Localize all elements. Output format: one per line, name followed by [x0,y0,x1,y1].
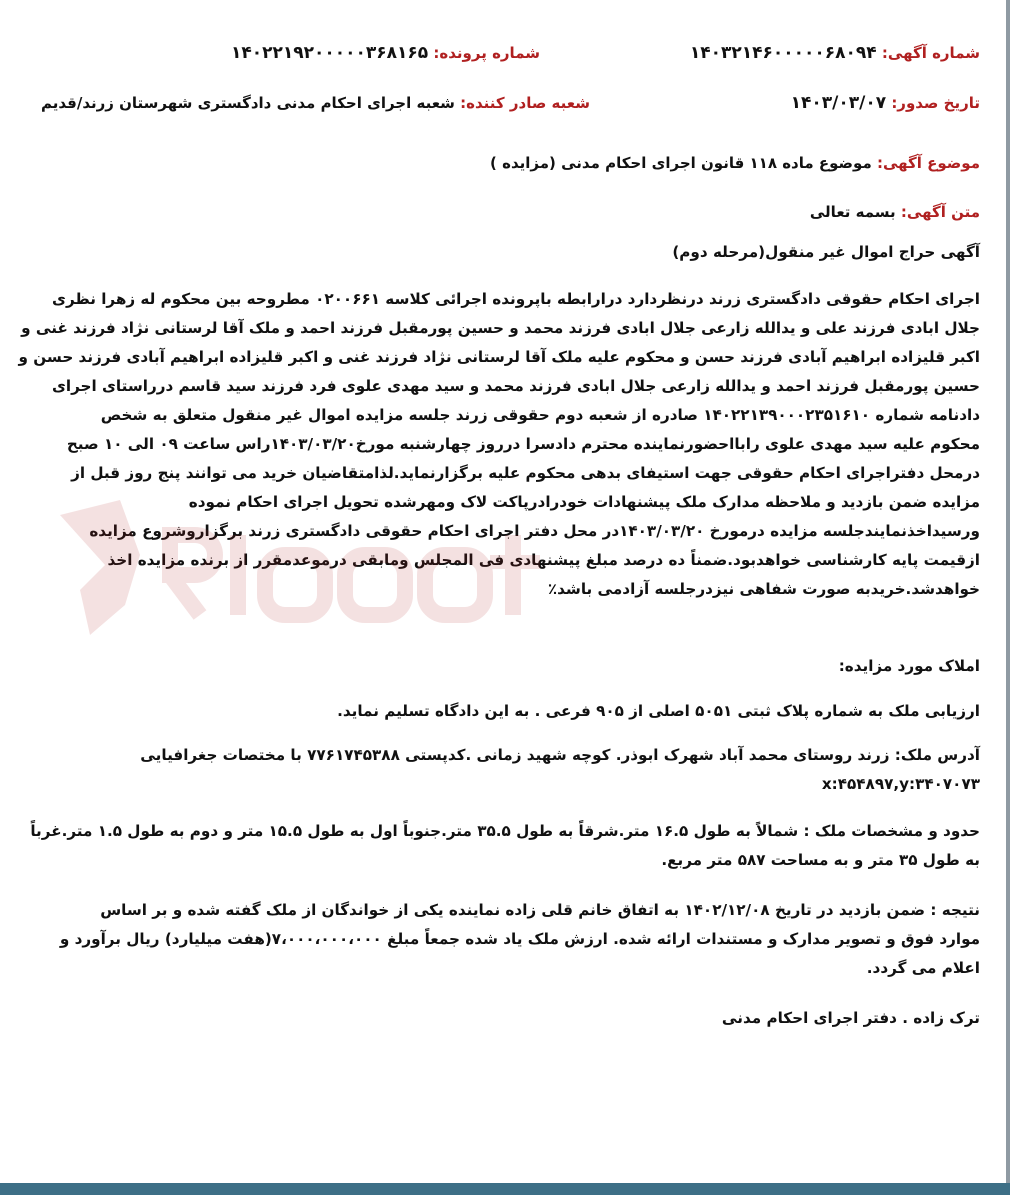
main-line: درمحل دفتراجرای احکام حقوقی جهت استیفای بدهی محکوم علیه برگزارنماید.لذامتقاضیان خرید می توانند پنج روز قبل از [71,464,980,482]
main-line: دادنامه شماره ۱۴۰۲۲۱۳۹۰۰۰۲۳۵۱۶۱۰ صادره از شعبه دوم حقوقی زرند جلسه مزایده اموال غیر منقول متعلق به شخص [100,406,980,424]
body-label: متن آگهی: [900,203,980,221]
case-number: ۱۴۰۲۲۱۹۲۰۰۰۰۰۳۶۸۱۶۵ [231,43,429,63]
issue-date: ۱۴۰۳/۰۳/۰۷ [790,93,887,113]
main-paragraph [10,285,980,604]
bounds-line: حدود و مشخصات ملک : شمالاً به طول ۱۶.۵ متر.شرقاً به طول ۳۵.۵ متر.جنوباً اول به طول ۱۵.۵ متر و دوم به طول ۱.۵ متر.غرباً [30,822,980,840]
issuer: شعبه اجرای احکام مدنی دادگستری شهرستان زرند/قدیم [40,94,455,112]
address-line: آدرس ملک: زرند روستای محمد آباد شهرک ابوذر. کوچه شهید زمانی .کدپستی ۷۷۶۱۷۴۵۳۸۸ با مختصات جغرافیایی [140,746,980,764]
main-line: خواهدشد.خریدبه صورت شفاهی نیزدرجلسه آزادمی باشد٪ [547,580,980,598]
issuer-label: شعبه صادر کننده: [460,94,590,112]
result-line: نتیجه : ضمن بازدید در تاریخ ۱۴۰۲/۱۲/۰۸ به اتفاق خانم قلی زاده نماینده یکی از خواندگان از ملک گفته شده و بر اساس [100,901,980,919]
main-line: ورسیداخذنمایندجلسه مزایده درمورخ ۱۴۰۳/۰۳/۲۰در محل دفتر اجرای احکام حقوقی دادگستری زرند برگزاروشروع مزایده [89,522,980,540]
main-line: اجرای احکام حقوقی دادگستری زرند درنظردارد درارابطه باپرونده اجرائی کلاسه ۰۲۰۰۶۶۱ مطروحه بین محکوم له زهرا نظری [52,290,980,308]
bounds-line: به طول ۳۵ متر و به مساحت ۵۸۷ متر مربع. [661,851,980,869]
body-label-row [810,201,980,223]
main-line: جلال ابادی فرزند علی و یدالله زارعی جلال ابادی فرزند محمد و حسین پورمقبل فرزند احمد و ملک آقا لرستانی نژاد فرزند غنی و [21,319,980,337]
subject-label: موضوع آگهی: [876,154,980,172]
main-line: محکوم علیه سید مهدی علوی رابااحضورنماینده محترم دادسرا درروز چهارشنبه مورخ۱۴۰۳/۰۳/۲۰راس ساعت ۰۹ الی ۱۰ صبح [66,435,980,453]
main-line: حسین پورمقبل فرزند احمد و یدالله زارعی جلال ابادی فرزند محمد و سید مهدی علوی فرد فرزند سید قاسم درراستای اجرای [51,377,980,395]
notice-title-text: آگهی حراج اموال غیر منقول(مرحله دوم) [672,243,980,261]
notice-number: ۱۴۰۳۲۱۴۶۰۰۰۰۰۶۸۰۹۴ [689,43,877,63]
result [10,896,980,983]
property-heading-text: املاک مورد مزایده: [838,657,980,675]
case-number-row [231,42,540,64]
property-heading [10,652,980,681]
main-line: ازقیمت پایه کارشناسی خواهدبود.ضمناً ده درصد مبلغ پیشنهادی فی المجلس ومابقی درموعدمقرر از برنده مزایده اخذ [107,551,980,569]
valuation-text: ارزیابی ملک به شماره پلاک ثبتی ۵۰۵۱ اصلی از ۹۰۵ فرعی . به این دادگاه تسلیم نماید. [337,702,980,720]
subject-row [490,152,980,174]
issue-date-row [791,92,980,114]
main-line: اکبر قلیزاده ابراهیم آبادی فرزند حسن و محکوم علیه ملک آقا لرستانی نژاد فرزند غنی و اکبر قلیزاده ابراهیم آبادی فرزند حسن و [18,348,980,366]
result-line: اعلام می گردد. [866,959,980,977]
subject: موضوع ماده ۱۱۸ قانون اجرای احکام مدنی (مزایده ) [490,154,872,172]
bounds [10,817,980,875]
body-opening: بسمه تعالی [809,203,896,221]
result-line: موارد فوق و تصویر مدارک و مستندات ارائه شده. ارزش ملک یاد شده جمعاً مبلغ ۷،۰۰۰،۰۰۰،۰۰۰(هفت میلیارد) ریال برآورد و [59,930,980,948]
coordinates: x:۴۵۴۸۹۷,y:۳۴۰۷۰۷۳ [821,775,980,793]
valuation [10,697,980,726]
signature [10,1004,980,1033]
window-bottom-bar [0,1183,1010,1195]
issuer-row [41,92,590,114]
address [10,741,980,799]
case-number-label: شماره پرونده: [433,44,540,62]
notice-number-row [690,42,980,64]
signature-text: ترک زاده . دفتر اجرای احکام مدنی [721,1009,980,1027]
notice-title [10,238,980,267]
notice-number-label: شماره آگهی: [881,44,980,62]
issue-date-label: تاریخ صدور: [891,94,980,112]
main-line: مزایده ضمن بازدید و ملاحظه مدارک ملک پیشنهادات خودرادرپاکت لاک ومهرشده تحویل اجرای احکام نموده [188,493,980,511]
